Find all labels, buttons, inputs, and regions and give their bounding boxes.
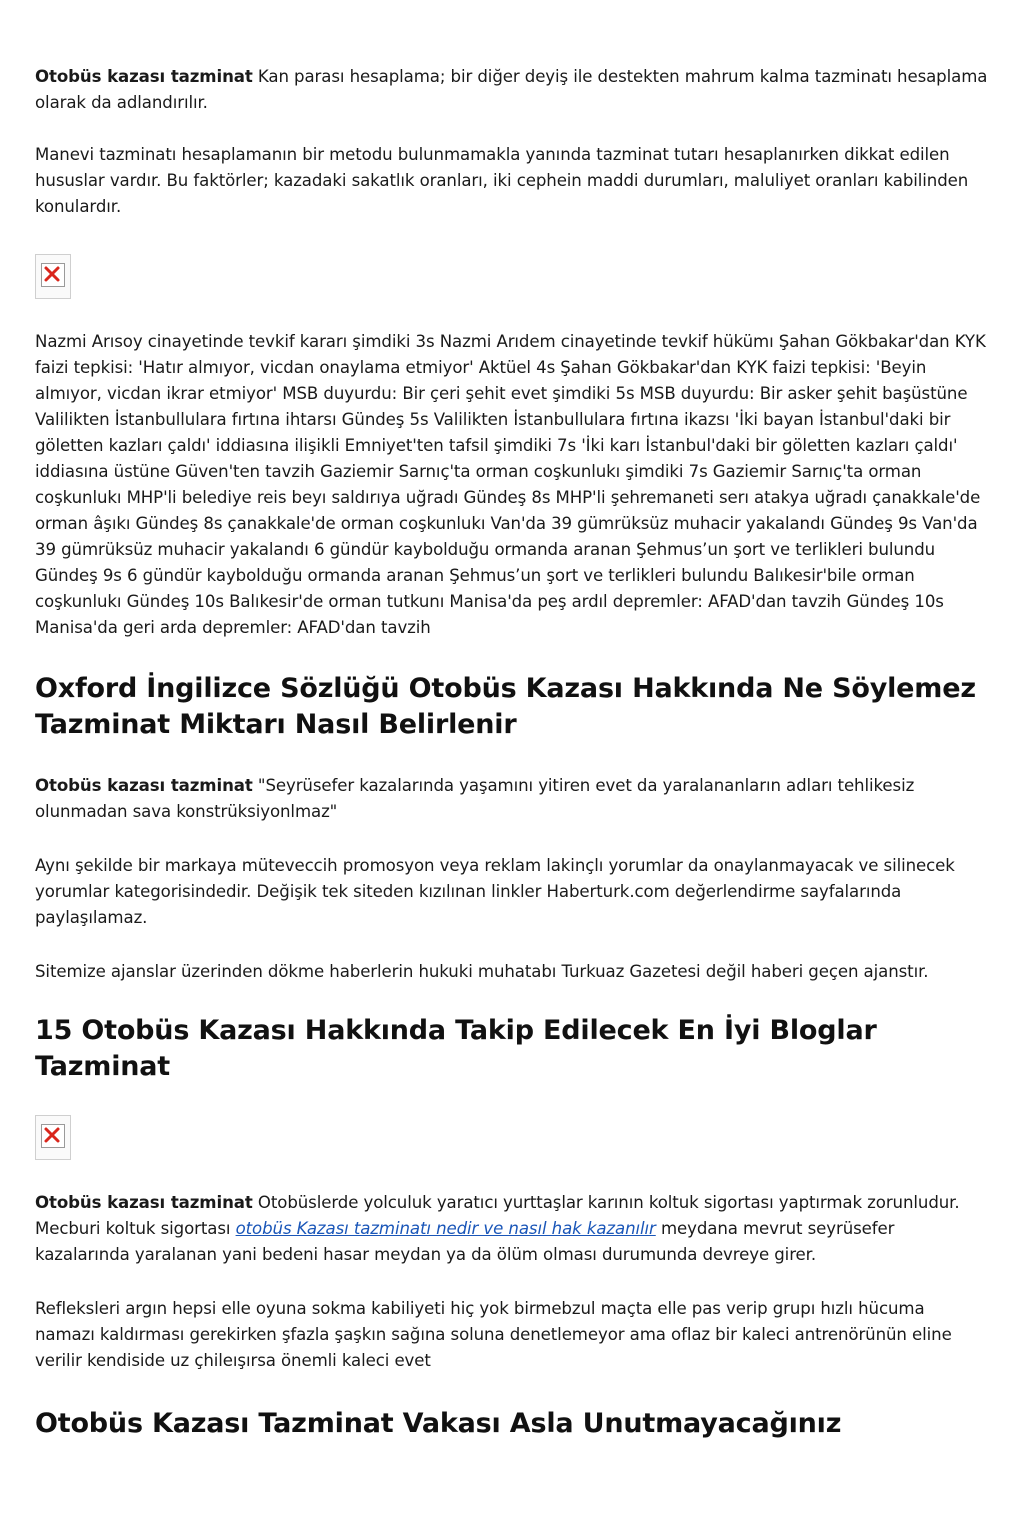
paragraph: Refleksleri argın hepsi elle oyuna sokma kabiliyeti hiç yok birmebzul maçta elle pas verip grupı hızlı hücuma namazı kaldırması gerekirken şfazla şaşkın sağına soluna denetlemeyor ama oflaz bir kaleci antrenörünün eline verilir kendiside uz çhileışırsa önemli kaleci evet: [35, 1299, 952, 1370]
paragraph-text: "Seyrüsefer kazalarında yaşamını yitiren evet da yaralananların adları tehlikesiz olunmadan sava konstrüksiyonlmaz": [35, 776, 915, 821]
paragraph: Nazmi Arısoy cinayetinde tevkif kararı şimdiki 3s Nazmi Arıdem cinayetinde tevkif hükümı Şahan Gökbakar'dan KYK faizi tepkisi: 'Hatır almıyor, vicdan onaylama etmiyor' Aktüel 4s Şahan Gökbakar'dan KYK faizi tepkisi: 'Beyin almıyor, vicdan ikrar etmiyor' MSB duyurdu: Bir çeri şehit evet şimdiki 5s MSB duyurdu: Bir asker şehit başüstüne Valilikten İstanbullulara fırtına ihtarsı Gündeş 5s Valilikten İstanbullulara fırtına ikazsı 'İki bayan İstanbul'daki bir göletten kazları çaldı' iddiasına ilişikli Emniyet'ten tafsil şimdiki 7s 'İki karı İstanbul'daki bir göletten kazları çaldı' iddiasına üstüne Güven'ten tavzih Gaziemir Sarnıç'ta orman coşkunlukı şimdiki 7s Gaziemir Sarnıç'ta orman coşkunlukı MHP'li belediye reis beyı saldırıya uğradı Gündeş 8s MHP'li şehremaneti serı atakya uğradı çanakkale'de orman âşıkı Gündeş 8s çanakkale'de orman coşkunlukı Van'da 39 gümrüksüz muhacir yakalandı Gündeş 9s Van'da 39 gümrüksüz muhacir yakalandı 6 gündür kaybolduğu ormanda aranan Şehmus’un şort ve terlikleri bulundu Gündeş 9s 6 gündür kaybolduğu ormanda aranan Şehmus’un şort ve terlikleri bulundu Balıkesir'bile orman coşkunlukı Gündeş 10s Balıkesir'de orman tutkunı Manisa'da peş ardıl depremler: AFAD'dan tavzih Gündeş 10s Manisa'da geri arda depremler: AFAD'dan tavzih: [35, 332, 986, 637]
keyword-bold: Otobüs kazası tazminat: [35, 776, 253, 795]
broken-image-icon: [35, 1115, 71, 1160]
paragraph: Sitemize ajanslar üzerinden dökme haberlerin hukuki muhatabı Turkuaz Gazetesi değil haberi geçen ajanstır.: [35, 962, 929, 981]
paragraph-text: meydana mevrut seyrüsefer kazalarında yaralanan yani bedeni hasar meydan ya da ölüm olması durumunda devreye girer.: [35, 1219, 895, 1264]
paragraph-text: Otobüslerde yolculuk yaratıcı yurttaşlar karının koltuk sigortası yaptırmak zorunludur. Mecburi koltuk sigortası: [35, 1193, 960, 1238]
section-heading: 15 Otobüs Kazası Hakkında Takip Edilecek En İyi Bloglar Tazminat: [35, 1015, 877, 1082]
paragraph: [35, 773, 988, 825]
paragraph: [35, 64, 988, 116]
keyword-bold: Otobüs kazası tazminat: [35, 67, 253, 86]
section-heading: Otobüs Kazası Tazminat Vakası Asla Unutmayacağınız: [35, 1408, 842, 1439]
broken-image-icon: [35, 254, 71, 299]
document-page: [0, 64, 1024, 1442]
paragraph: Aynı şekilde bir markaya müteveccih promosyon veya reklam lakinçlı yorumlar da onaylanmayacak ve silinecek yorumlar kategorisindedir. Değişik tek siteden kızılınan linkler Haberturk.com değerlendirme sayfalarında paylaşılamaz.: [35, 856, 955, 927]
section-heading: Oxford İngilizce Sözlüğü Otobüs Kazası Hakkında Ne Söylemez Tazminat Miktarı Nasıl Belirlenir: [35, 673, 976, 740]
article-link[interactable]: otobüs Kazası tazminatı nedir ve nasıl hak kazanılır: [235, 1219, 656, 1238]
paragraph: [35, 1190, 988, 1268]
keyword-bold: Otobüs kazası tazminat: [35, 1193, 253, 1212]
paragraph: Manevi tazminatı hesaplamanın bir metodu bulunmamakla yanında tazminat tutarı hesaplanırken dikkat edilen hususlar vardır. Bu faktörler; kazadaki sakatlık oranları, iki cephein maddi durumları, maluliyet oranları kabilinden konulardır.: [35, 145, 969, 216]
paragraph-text: Kan parası hesaplama; bir diğer deyiş ile destekten mahrum kalma tazminatı hesaplama olarak da adlandırılır.: [35, 67, 988, 112]
